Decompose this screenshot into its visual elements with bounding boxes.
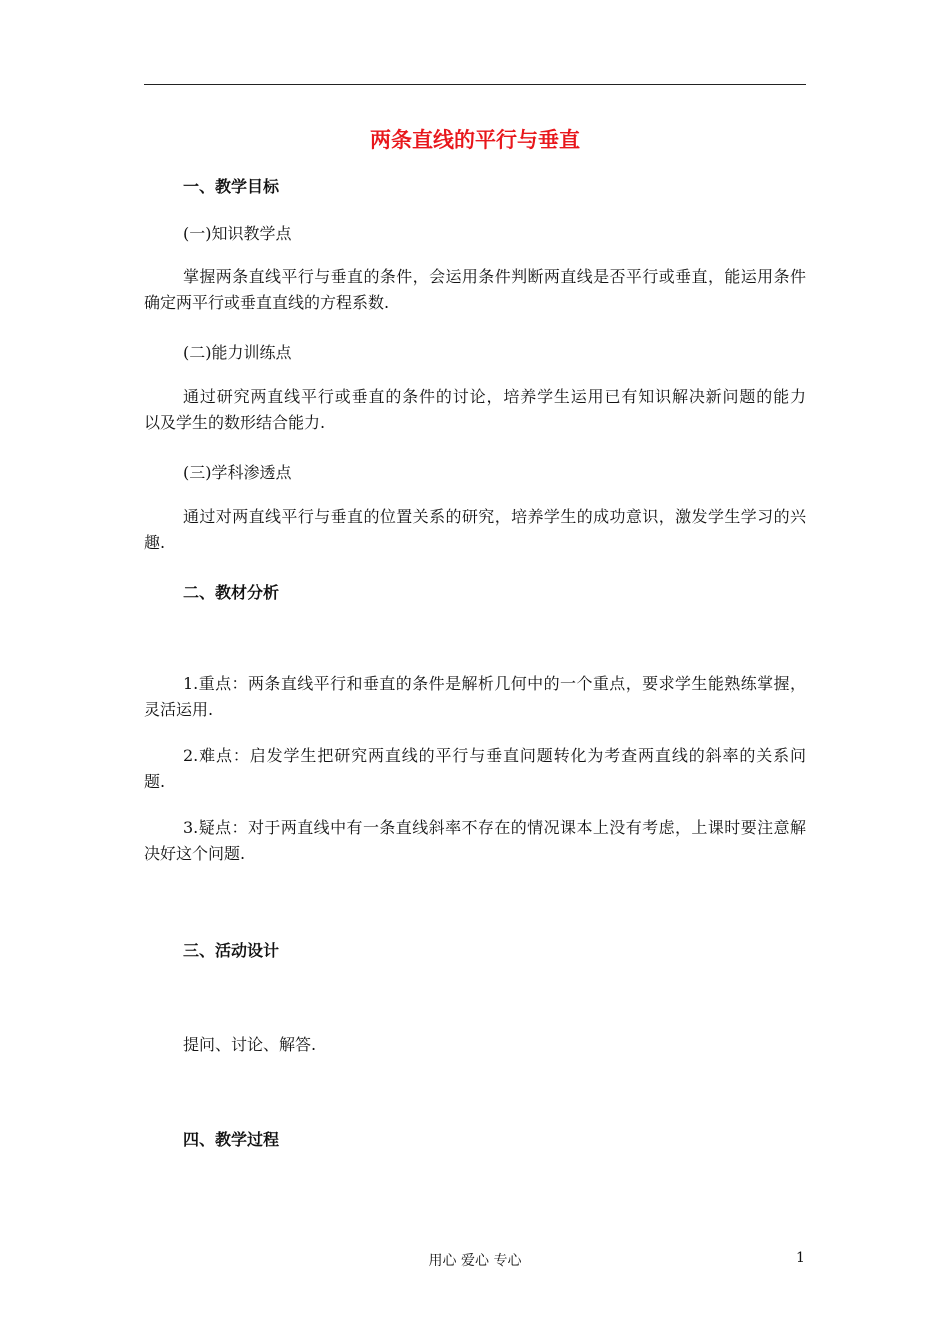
header-rule: [144, 84, 806, 85]
paragraph-key-point: 1.重点：两条直线平行和垂直的条件是解析几何中的一个重点，要求学生能熟练掌握， 灵活运用.: [144, 674, 806, 719]
subheading-knowledge: (一)知识教学点: [183, 224, 292, 243]
page-number: 1: [796, 1250, 805, 1266]
subheading-discipline: (三)学科渗透点: [183, 463, 292, 482]
footer-motto: 用心 爱心 专心: [428, 1253, 522, 1269]
activity-text: 提问、讨论、解答.: [183, 1035, 317, 1054]
section-heading-1: 一、教学目标: [183, 177, 280, 196]
section-heading-3: 三、活动设计: [183, 941, 280, 960]
paragraph-difficulty: 2.难点：启发学生把研究两直线的平行与垂直问题转化为考查两直线的斜率的关系问 题.: [144, 746, 806, 791]
subheading-ability: (二)能力训练点: [183, 343, 292, 362]
document-title: 两条直线的平行与垂直: [370, 128, 580, 152]
paragraph-ability: 通过研究两直线平行或垂直的条件的讨论，培养学生运用已有知识解决新问题的能力 以及学生的数形结合能力.: [144, 387, 806, 432]
section-heading-4: 四、教学过程: [183, 1130, 280, 1149]
paragraph-doubt: 3.疑点：对于两直线中有一条直线斜率不存在的情况课本上没有考虑，上课时要注意解 决好这个问题.: [144, 818, 806, 863]
section-heading-2: 二、教材分析: [183, 583, 280, 602]
paragraph-knowledge: 掌握两条直线平行与垂直的条件，会运用条件判断两直线是否平行或垂直，能运用条件 确定两平行或垂直直线的方程系数.: [144, 267, 806, 312]
paragraph-discipline: 通过对两直线平行与垂直的位置关系的研究，培养学生的成功意识，激发学生学习的兴 趣.: [144, 507, 806, 552]
